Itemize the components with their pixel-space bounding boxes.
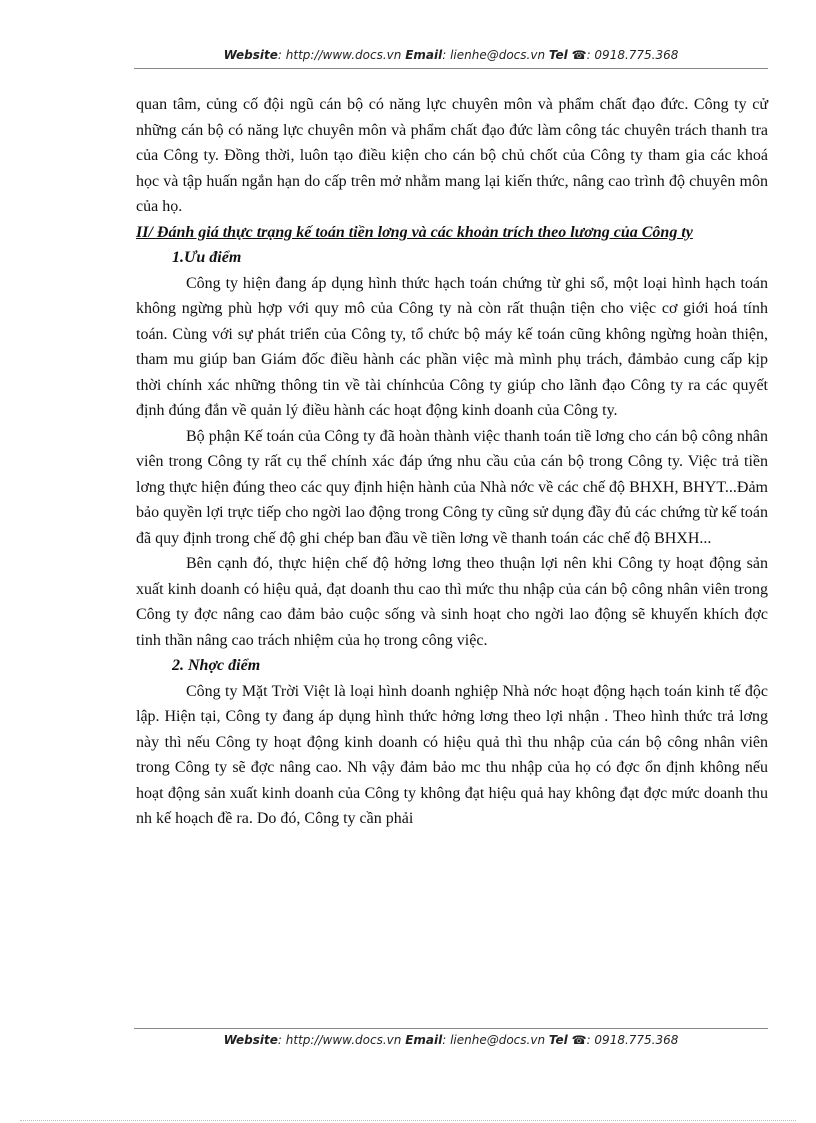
header-tel-label: Tel [548,48,568,62]
document-body [136,92,768,832]
page-footer [134,1033,768,1047]
footer-email-label: Email [405,1033,443,1047]
footer-tel-label: Tel [548,1033,568,1047]
paragraph-2: Công ty hiện đang áp dụng hình thức hạch toán chứng từ ghi sổ, một loại hình hạch toán không ngừng phù hợp với quy mô của Công ty nà còn rất thuận tiện cho việc cơ giới hoá tính toán. Cùng với sự phát triển của Công ty, tổ chức bộ máy kế toán cũng không ngừng hoàn thiện, tham mu giúp ban Giám đốc điều hành các phần việc mà mình phụ trách, đảmbảo cung cấp kịp thời chính xác những thông tin về tài chínhcủa Công ty giúp cho lãnh đạo Công ty ra các quyết định đúng đắn về quản lý điều hành các hoạt động kinh doanh của Công ty. [136,274,768,419]
footer-email-value: : lienhe@docs.vn [442,1033,546,1047]
section-heading: II/ Đánh giá thực trạng kế toán tiền lơng và các khoản trích theo lương của Công ty [136,223,693,241]
header-email-value: : lienhe@docs.vn [442,48,546,62]
footer-website-label: Website [223,1033,278,1047]
header-email-label: Email [405,48,443,62]
subheading-disadvantages: 2. Nhợc điểm [172,657,261,674]
paragraph-5: Công ty Mặt Trời Việt là loại hình doanh nghiệp Nhà nớc hoạt động hạch toán kinh tế độc lập. Hiện tại, Công ty đang áp dụng hình thức hởng lơng theo lợi nhận . Theo hình thức trả lơng này thì nếu Công ty hoạt động kinh doanh có hiệu quả thì thu nhập của cán bộ công nhân viên trong Công ty sẽ đợc nâng cao. Nh vậy đảm bảo mc thu nhập của họ có đợc ổn định không nếu hoạt động sản xuất kinh doanh của Công ty không đạt hiệu quả hay không đạt đợc mức doanh thu nh kế hoạch đề ra. Do đó, Công ty cần phải [136,682,768,827]
paragraph-4: Bên cạnh đó, thực hiện chế độ hởng lơng theo thuận lợi nên khi Công ty hoạt động sản xuất kinh doanh có hiệu quả, đạt doanh thu cao thì mức thu nhập của cán bộ công nhân viên trong Công ty đợc nâng cao đảm bảo cuộc sống và sinh hoạt cho ngời lao động sẽ khuyến khích đợc tinh thần nâng cao trách nhiệm của họ trong công việc. [136,555,768,649]
phone-icon: ☎ [571,1033,587,1047]
subheading-advantages: 1.Ưu điểm [172,249,242,266]
header-website-value: : http://www.docs.vn [277,48,402,62]
paragraph-3: Bộ phận Kế toán của Công ty đã hoàn thành việc thanh toán tiề lơng cho cán bộ công nhân viên trong Công ty rất cụ thể chính xác đáp ứng nhu cầu của cán bộ trong Công ty. Việc trả tiền lơng thực hiện đúng theo các quy định hiện hành của Nhà nớc về các chế độ BHXH, BHYT...Đảm bảo quyền lợi trực tiếp cho ngời lao động trong Công ty cũng sử dụng đầy đủ các chứng từ kế toán đã quy định trong chế độ ghi chép ban đầu về tiền lơng về thanh toán các chế độ BHXH... [136,427,768,547]
header-divider [134,68,768,69]
footer-tel-value: : 0918.775.368 [586,1033,679,1047]
phone-icon: ☎ [571,48,587,62]
header-website-label: Website [223,48,278,62]
paragraph-1: quan tâm, củng cố đội ngũ cán bộ có năng lực chuyên môn và phẩm chất đạo đức. Công ty cử những cán bộ có năng lực chuyên môn và phẩm chất đạo đức làm công tác chuyên trách thanh tra của Công ty. Đồng thời, luôn tạo điều kiện cho cán bộ chủ chốt của Công ty tham gia các khoá học và tập huấn ngắn hạn do cấp trên mở nhằm mang lại kiến thức, nâng cao trình độ chuyên môn của họ. [136,96,768,215]
page-header [134,48,768,62]
page-bottom-border [20,1120,796,1121]
footer-divider [134,1028,768,1029]
header-tel-value: : 0918.775.368 [586,48,679,62]
footer-website-value: : http://www.docs.vn [277,1033,402,1047]
